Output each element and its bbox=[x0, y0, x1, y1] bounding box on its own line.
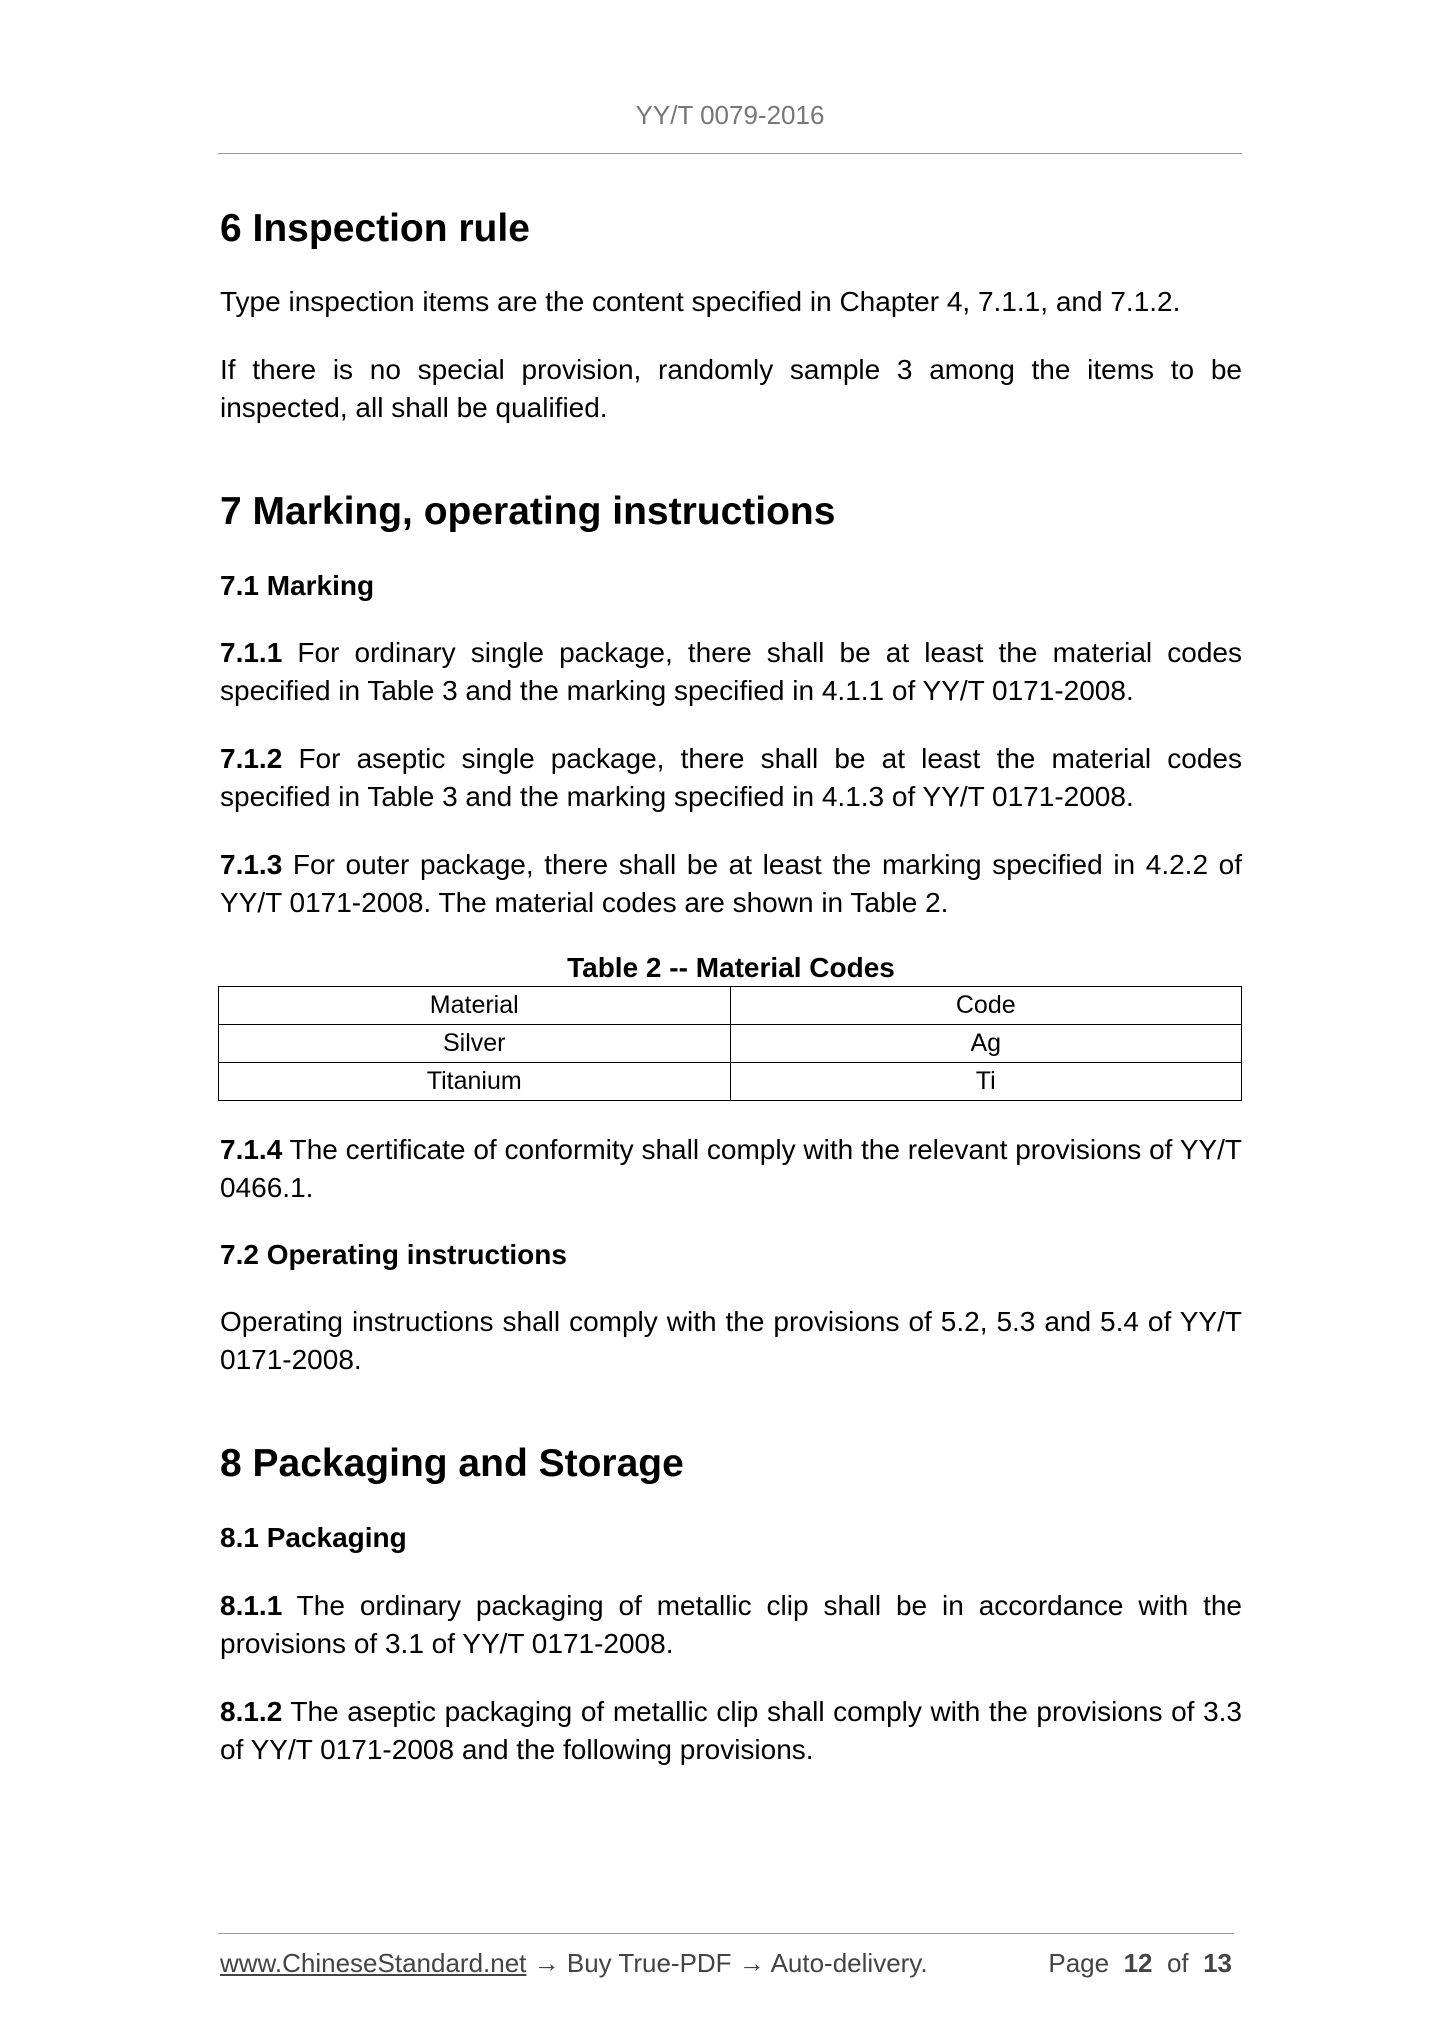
table-2-title: Table 2 -- Material Codes bbox=[567, 951, 895, 983]
page-header: YY/T 0079-2016 bbox=[635, 100, 825, 130]
table-row bbox=[219, 1062, 1242, 1100]
section-6-paragraph-2: If there is no special provision, randomly sample 3 among the items to be inspected, all shall be qualified. bbox=[220, 353, 1242, 423]
header-divider bbox=[218, 153, 1242, 154]
material-codes-table bbox=[218, 986, 1242, 1101]
table-header-cell: Code bbox=[730, 986, 1242, 1024]
clause-7-1-1-text: For ordinary single package, there shall be at least the material codes specified in Table 3 and the marking specified in 4.1.1 of YY/T 0171-2008. bbox=[220, 636, 1242, 706]
table-header-cell: Material bbox=[219, 986, 731, 1024]
clause-7-1-3 bbox=[220, 846, 1242, 922]
clause-8-1-2-text: The aseptic packaging of metallic clip shall comply with the provisions of 3.3 of YY/T 0171-2008 and the following provisions. bbox=[220, 1695, 1242, 1765]
clause-7-1-3-text: For outer package, there shall be at least the marking specified in 4.2.2 of YY/T 0171-2008. The material codes are shown in Table 2. bbox=[220, 848, 1242, 918]
footer-purchase-text: → Buy True-PDF → Auto-delivery. bbox=[526, 1948, 928, 1978]
page-content bbox=[220, 206, 1242, 1769]
of-label: of bbox=[1166, 1948, 1189, 1978]
section-7-2-heading: 7.2 Operating instructions bbox=[220, 1238, 567, 1270]
page-indicator bbox=[1048, 1946, 1232, 1980]
clause-7-1-4-text: The certificate of conformity shall comply with the relevant provisions of YY/T 0466.1. bbox=[220, 1133, 1242, 1203]
table-cell: Ag bbox=[730, 1024, 1242, 1062]
section-8-heading: 8 Packaging and Storage bbox=[220, 1442, 684, 1486]
clause-8-1-2-number: 8.1.2 bbox=[220, 1695, 283, 1727]
clause-7-1-3-number: 7.1.3 bbox=[220, 848, 283, 880]
clause-7-1-4-number: 7.1.4 bbox=[220, 1133, 283, 1165]
clause-8-1-1-text: The ordinary packaging of metallic clip shall be in accordance with the provisions of 3.1 of YY/T 0171-2008. bbox=[220, 1589, 1242, 1659]
section-7-2-paragraph: Operating instructions shall comply with the provisions of 5.2, 5.3 and 5.4 of YY/T 0171-2008. bbox=[220, 1306, 1242, 1376]
total-pages-number: 13 bbox=[1203, 1948, 1232, 1978]
clause-7-1-1 bbox=[220, 634, 1242, 710]
chinese-standard-link[interactable]: www.ChineseStandard.net bbox=[220, 1948, 527, 1978]
page-label: Page bbox=[1048, 1948, 1110, 1978]
clause-8-1-1-number: 8.1.1 bbox=[220, 1589, 283, 1621]
table-cell: Ti bbox=[730, 1062, 1242, 1100]
clause-8-1-1 bbox=[220, 1587, 1242, 1663]
footer-left bbox=[220, 1946, 928, 1980]
clause-7-1-2-number: 7.1.2 bbox=[220, 742, 283, 774]
clause-7-1-2 bbox=[220, 740, 1242, 816]
section-7-heading: 7 Marking, operating instructions bbox=[220, 489, 836, 533]
section-6-paragraph-1: Type inspection items are the content specified in Chapter 4, 7.1.1, and 7.1.2. bbox=[220, 285, 1181, 317]
table-header-row bbox=[219, 986, 1242, 1024]
table-cell: Titanium bbox=[219, 1062, 731, 1100]
clause-7-1-1-number: 7.1.1 bbox=[220, 636, 283, 668]
footer-divider bbox=[218, 1933, 1234, 1934]
clause-7-1-2-text: For aseptic single package, there shall be at least the material codes specified in Table 3 and the marking specified in 4.1.3 of YY/T 0171-2008. bbox=[220, 742, 1242, 812]
current-page-number: 12 bbox=[1123, 1948, 1153, 1978]
table-row bbox=[219, 1024, 1242, 1062]
table-cell: Silver bbox=[219, 1024, 731, 1062]
clause-8-1-2 bbox=[220, 1693, 1242, 1769]
section-6-heading: 6 Inspection rule bbox=[220, 207, 530, 250]
clause-7-1-4 bbox=[220, 1131, 1242, 1207]
section-7-1-heading: 7.1 Marking bbox=[220, 569, 375, 601]
section-8-1-heading: 8.1 Packaging bbox=[220, 1522, 407, 1554]
